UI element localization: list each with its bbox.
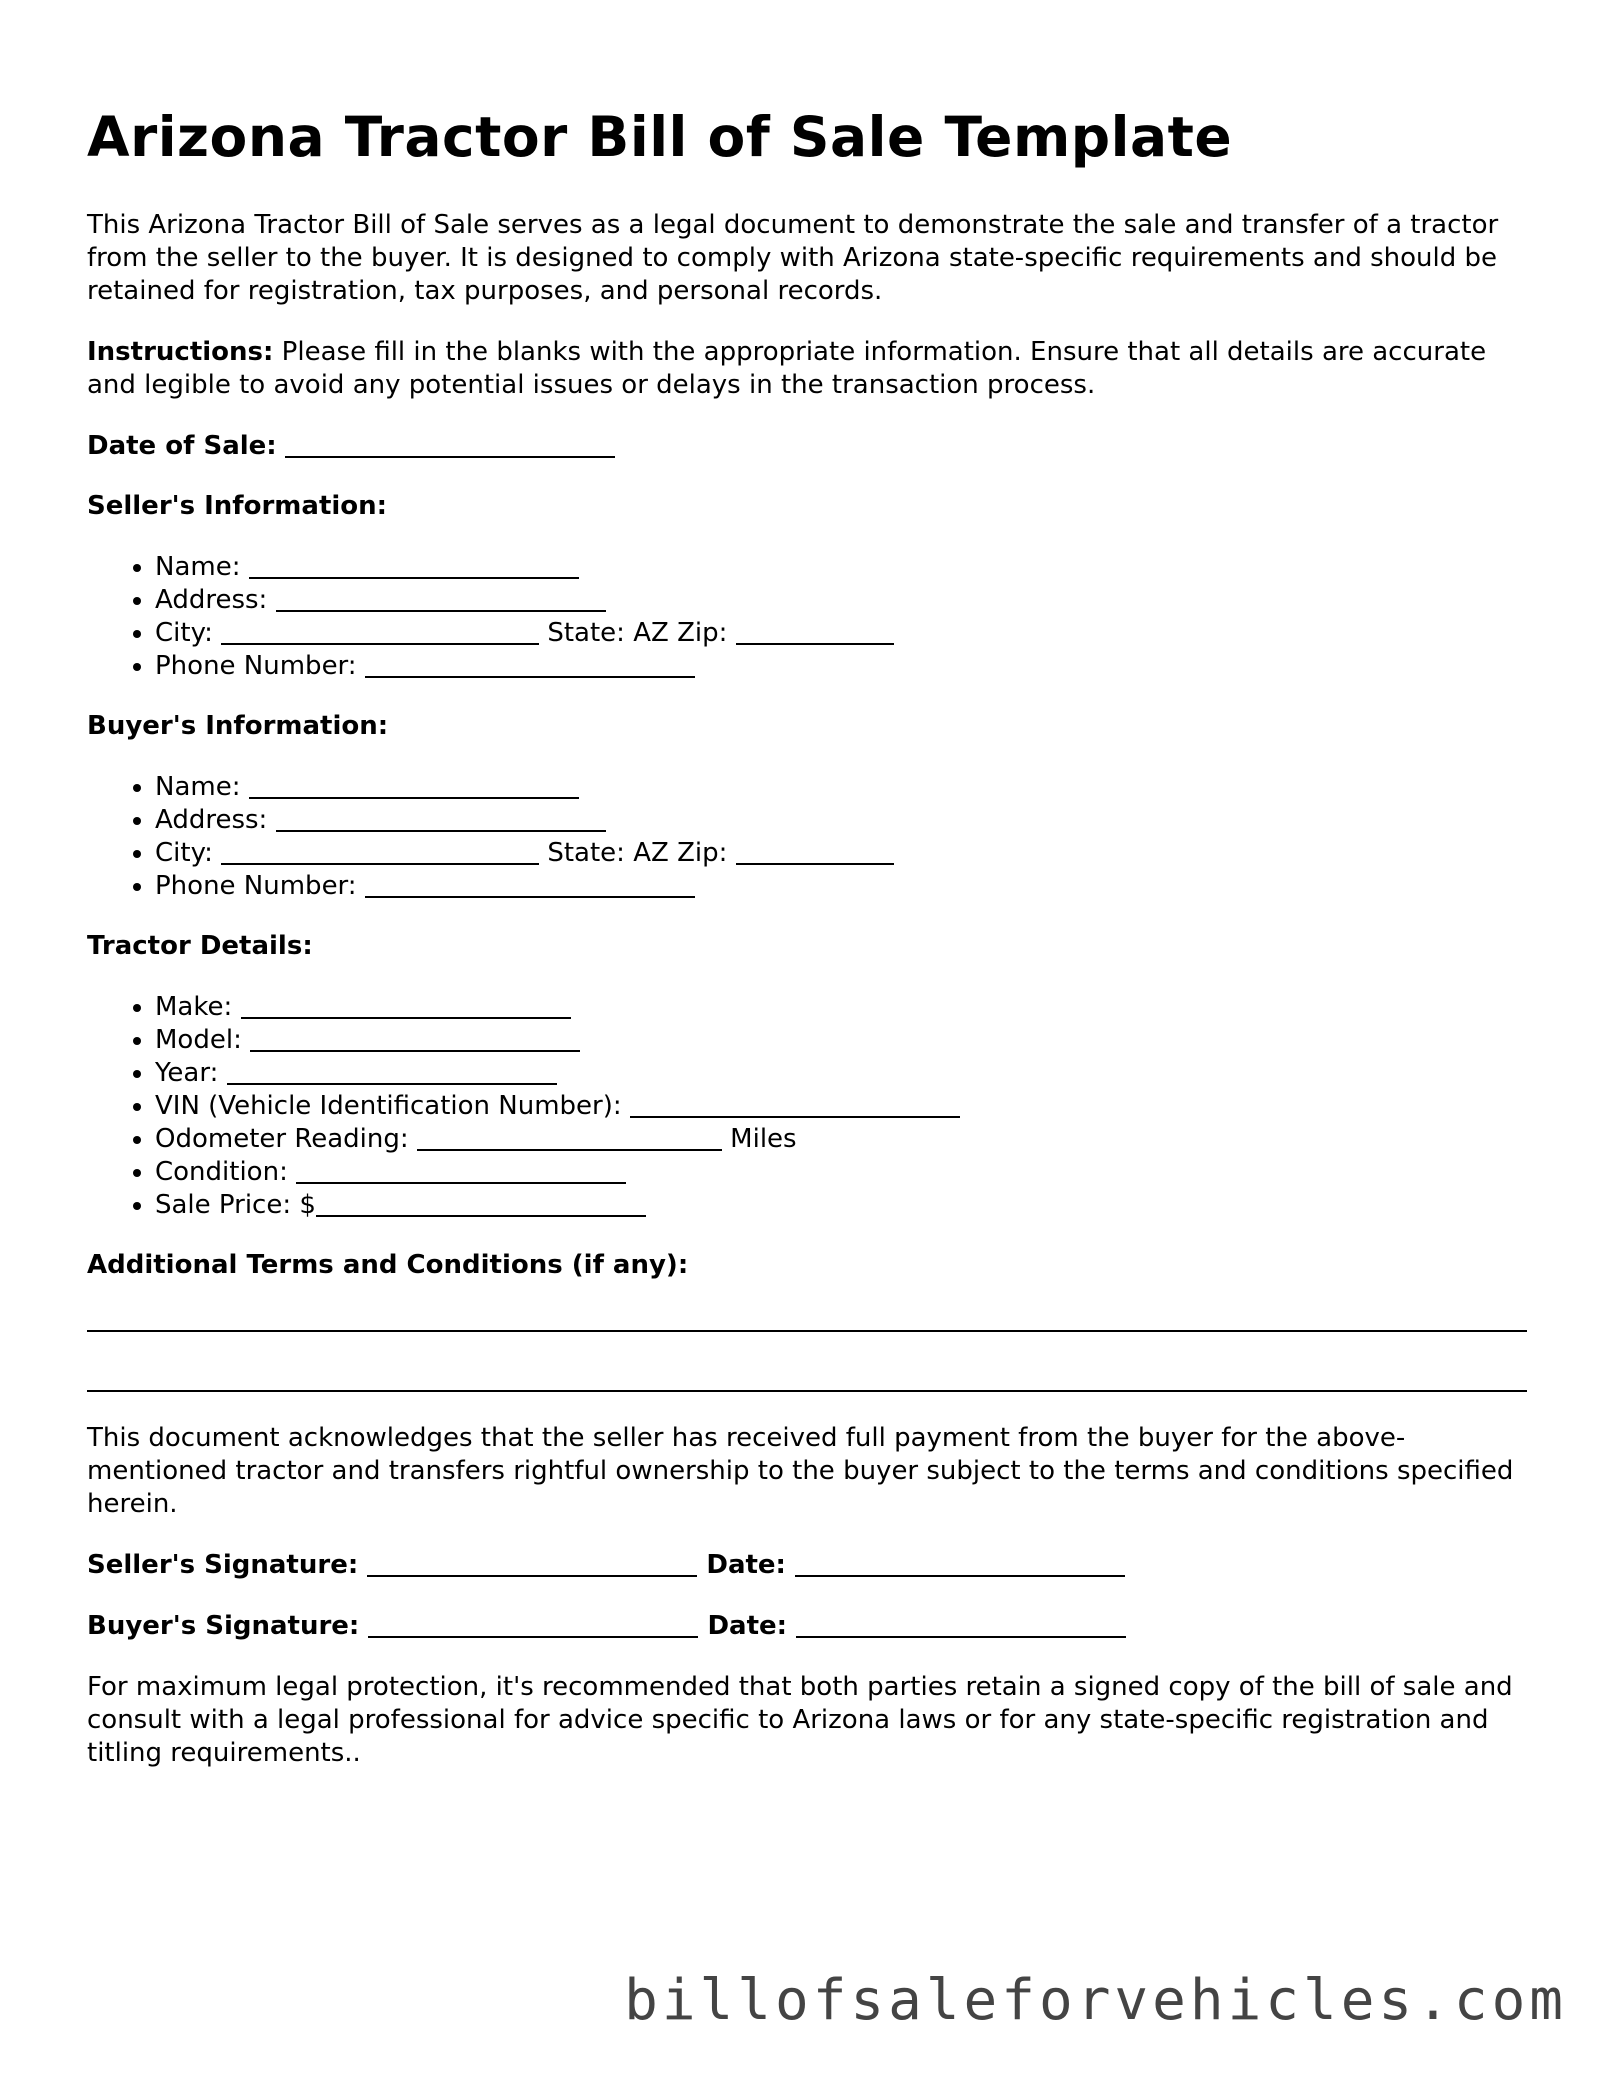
buyer-heading: Buyer's Information: bbox=[87, 711, 389, 741]
seller-name-field[interactable] bbox=[249, 551, 579, 579]
seller-address-label: Address: bbox=[155, 585, 268, 615]
seller-city-item bbox=[155, 617, 1527, 650]
buyer-name-field[interactable] bbox=[249, 771, 579, 799]
tractor-odometer-item bbox=[155, 1123, 1527, 1156]
buyer-signature-label: Buyer's Signature: bbox=[87, 1611, 360, 1641]
tractor-price-label: Sale Price: $ bbox=[155, 1190, 316, 1220]
document-page bbox=[87, 105, 1527, 1798]
buyer-city-field[interactable] bbox=[221, 837, 539, 865]
buyer-date-field[interactable] bbox=[796, 1610, 1126, 1638]
tractor-make-label: Make: bbox=[155, 992, 233, 1022]
page-title: Arizona Tractor Bill of Sale Template bbox=[87, 105, 1233, 169]
seller-address-field[interactable] bbox=[276, 584, 606, 612]
tractor-year-item bbox=[155, 1057, 1527, 1090]
tractor-odometer-label: Odometer Reading: bbox=[155, 1124, 409, 1154]
seller-phone-field[interactable] bbox=[365, 650, 695, 678]
buyer-city-item bbox=[155, 837, 1527, 870]
seller-date-label: Date: bbox=[706, 1550, 786, 1580]
date-of-sale-label: Date of Sale: bbox=[87, 431, 277, 461]
tractor-make-field[interactable] bbox=[241, 991, 571, 1019]
buyer-address-item bbox=[155, 804, 1527, 837]
intro-paragraph: This Arizona Tractor Bill of Sale serves as a legal document to demonstrate the sale and transfer of a tractor from the seller to the buyer. It is designed to comply with Arizona state-specific requirements and should be retained for registration, tax purposes, and personal records. bbox=[87, 210, 1499, 306]
instructions-text: Please fill in the blanks with the appropriate information. Ensure that all details are accurate and legible to avoid any potential issues or delays in the transaction process. bbox=[87, 337, 1487, 400]
seller-address-item bbox=[155, 584, 1527, 617]
seller-signature-label: Seller's Signature: bbox=[87, 1550, 359, 1580]
seller-phone-item bbox=[155, 650, 1527, 683]
seller-phone-label: Phone Number: bbox=[155, 651, 357, 681]
seller-signature-row bbox=[87, 1549, 1527, 1582]
tractor-year-label: Year: bbox=[155, 1058, 219, 1088]
buyer-phone-field[interactable] bbox=[365, 870, 695, 898]
terms-heading: Additional Terms and Conditions (if any): bbox=[87, 1250, 689, 1280]
seller-heading: Seller's Information: bbox=[87, 491, 388, 521]
seller-city-label: City: bbox=[155, 618, 213, 648]
tractor-condition-item bbox=[155, 1156, 1527, 1189]
seller-city-field[interactable] bbox=[221, 617, 539, 645]
seller-state-zip-label: State: AZ Zip: bbox=[547, 618, 728, 648]
date-of-sale-field[interactable] bbox=[285, 430, 615, 458]
seller-name-item bbox=[155, 551, 1527, 584]
tractor-heading: Tractor Details: bbox=[87, 931, 313, 961]
tractor-list bbox=[87, 991, 1527, 1222]
tractor-model-field[interactable] bbox=[250, 1024, 580, 1052]
tractor-model-label: Model: bbox=[155, 1025, 242, 1055]
tractor-price-field[interactable] bbox=[316, 1189, 646, 1217]
tractor-year-field[interactable] bbox=[227, 1057, 557, 1085]
buyer-address-label: Address: bbox=[155, 805, 268, 835]
tractor-odometer-field[interactable] bbox=[417, 1123, 722, 1151]
tractor-condition-field[interactable] bbox=[296, 1156, 626, 1184]
seller-date-field[interactable] bbox=[795, 1549, 1125, 1577]
buyer-name-item bbox=[155, 771, 1527, 804]
footer-website: billofsaleforvehicles.com bbox=[624, 1968, 1567, 2033]
seller-signature-field[interactable] bbox=[367, 1549, 697, 1577]
buyer-name-label: Name: bbox=[155, 772, 241, 802]
closing-paragraph: For maximum legal protection, it's recommended that both parties retain a signed copy of the bill of sale and consult with a legal professional for advice specific to Arizona laws or for any state-specific registration and titling requirements.. bbox=[87, 1672, 1513, 1768]
buyer-city-label: City: bbox=[155, 838, 213, 868]
buyer-state-zip-label: State: AZ Zip: bbox=[547, 838, 728, 868]
tractor-condition-label: Condition: bbox=[155, 1157, 288, 1187]
date-of-sale-row bbox=[87, 430, 1527, 463]
seller-list bbox=[87, 551, 1527, 683]
seller-name-label: Name: bbox=[155, 552, 241, 582]
buyer-signature-row bbox=[87, 1610, 1527, 1643]
tractor-vin-label: VIN (Vehicle Identification Number): bbox=[155, 1091, 622, 1121]
tractor-vin-item bbox=[155, 1090, 1527, 1123]
buyer-zip-field[interactable] bbox=[736, 837, 894, 865]
instructions-label: Instructions: bbox=[87, 337, 274, 367]
tractor-vin-field[interactable] bbox=[630, 1090, 960, 1118]
buyer-date-label: Date: bbox=[707, 1611, 788, 1641]
acknowledgement-paragraph: This document acknowledges that the seller has received full payment from the buyer for the above-mentioned tractor and transfers rightful ownership to the buyer subject to the terms and conditions specified herein. bbox=[87, 1423, 1514, 1519]
terms-line-1[interactable] bbox=[87, 1330, 1527, 1332]
instructions-paragraph bbox=[87, 336, 1527, 402]
buyer-signature-field[interactable] bbox=[368, 1610, 698, 1638]
seller-zip-field[interactable] bbox=[736, 617, 894, 645]
buyer-list bbox=[87, 771, 1527, 903]
buyer-phone-label: Phone Number: bbox=[155, 871, 357, 901]
tractor-miles-label: Miles bbox=[730, 1124, 797, 1154]
tractor-model-item bbox=[155, 1024, 1527, 1057]
tractor-price-item bbox=[155, 1189, 1527, 1222]
tractor-make-item bbox=[155, 991, 1527, 1024]
buyer-address-field[interactable] bbox=[276, 804, 606, 832]
buyer-phone-item bbox=[155, 870, 1527, 903]
terms-line-2[interactable] bbox=[87, 1390, 1527, 1392]
